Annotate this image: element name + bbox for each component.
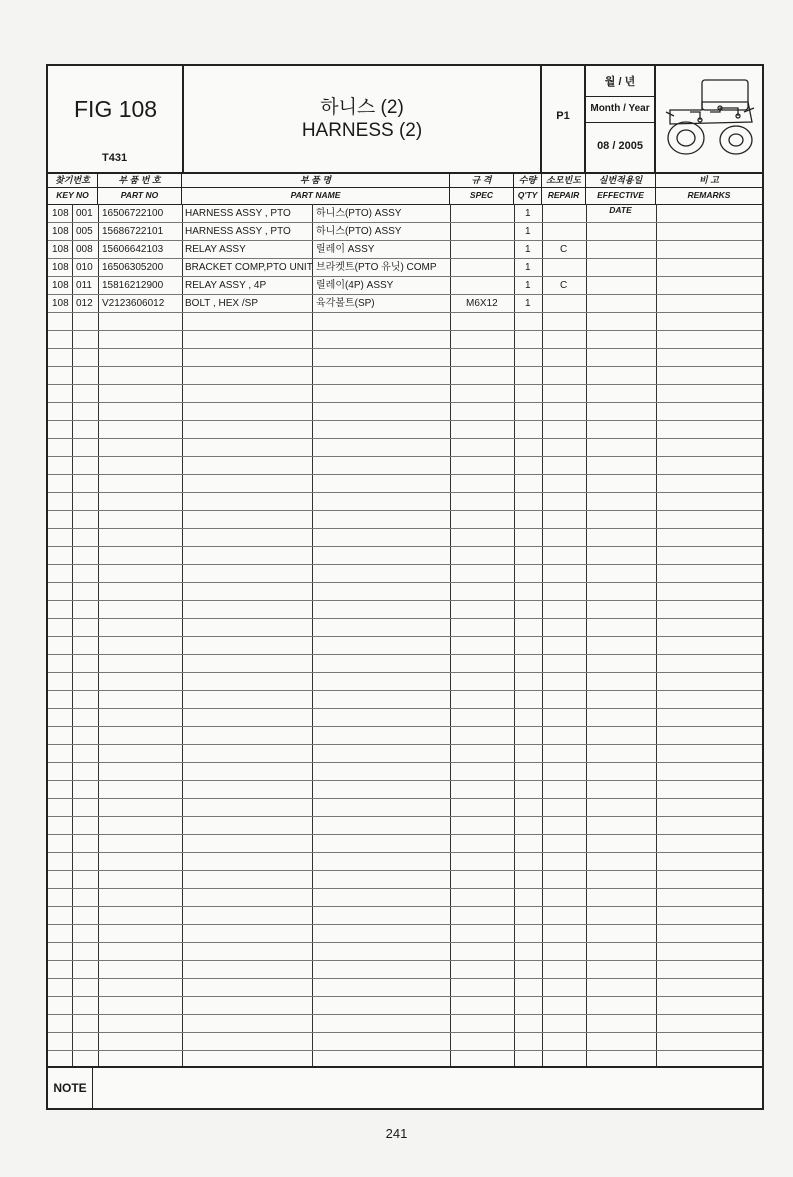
model-code: T431: [102, 152, 128, 164]
table-rule: [48, 510, 762, 511]
table-rule: [48, 942, 762, 943]
table-rule: [48, 330, 762, 331]
table-rule: [48, 636, 762, 637]
table-rule: [48, 798, 762, 799]
table-rule: [48, 582, 762, 583]
table-rule: [48, 456, 762, 457]
table-rule: [48, 834, 762, 835]
table-rule: [48, 852, 762, 853]
table-rule: [48, 474, 762, 475]
table-rule: [48, 996, 762, 997]
tractor-icon: [660, 72, 758, 164]
table-row: 108 012 V2123606012 BOLT , HEX /SP 육각볼트(SP) M6X12 1: [52, 298, 531, 309]
date-label-english: Month / Year: [586, 96, 654, 123]
parts-table: [48, 172, 762, 1066]
title-korean: 하니스 (2): [320, 97, 404, 118]
illustration-cell: [656, 66, 762, 172]
col-part-no: 부 품 번 호 PART NO: [98, 172, 182, 204]
note-box: [48, 1066, 762, 1108]
table-rule: [48, 978, 762, 979]
table-rule: [48, 816, 762, 817]
col-spec: 규 격 SPEC: [450, 172, 514, 204]
figure-number: FIG 108: [74, 96, 158, 122]
table-row: 108 010 16506305200 BRACKET COMP,PTO UNIT 브라켓트(PTO 유닛) COMP 1: [52, 262, 531, 273]
table-rule: [48, 762, 762, 763]
col-key-no: 찾기번호 KEY NO: [48, 172, 98, 204]
table-rule: [48, 564, 762, 565]
figure-cell: [48, 66, 184, 172]
table-rule: [48, 618, 762, 619]
table-rule: [48, 672, 762, 673]
table-rule: [48, 960, 762, 961]
table-rule: [48, 492, 762, 493]
table-rule: [48, 780, 762, 781]
page-code-cell: [542, 66, 586, 172]
table-rule: [48, 726, 762, 727]
col-part-name: 부 품 명 PART NAME: [182, 172, 450, 204]
table-row: 108 001 16506722100 HARNESS ASSY , PTO 하니스(PTO) ASSY 1: [52, 208, 531, 219]
parts-list-sheet: [46, 64, 764, 1110]
table-row: 108 008 15606642103 RELAY ASSY 릴레이 ASSY 1 C: [52, 244, 568, 255]
table-rule: [48, 528, 762, 529]
table-rule: [48, 600, 762, 601]
table-rule: [48, 888, 762, 889]
table-rule: [48, 438, 762, 439]
date-value: 08 / 2005: [597, 140, 643, 152]
col-qty: 수량 Q'TY: [514, 172, 542, 204]
date-cell: [586, 66, 656, 172]
sheet-header: [48, 66, 762, 174]
col-repair: 소모빈도 REPAIR: [542, 172, 586, 204]
table-rule: [48, 366, 762, 367]
table-rule: [48, 906, 762, 907]
col-remarks: 비 고 REMARKS: [656, 172, 762, 204]
table-rule: [48, 1014, 762, 1015]
page-code: P1: [556, 110, 570, 122]
table-rule: [48, 654, 762, 655]
table-rule: [48, 384, 762, 385]
note-label: NOTE: [48, 1068, 93, 1108]
table-rule: [48, 708, 762, 709]
table-row: 108 005 15686722101 HARNESS ASSY , PTO 하니스(PTO) ASSY 1: [52, 226, 531, 237]
page-number: 241: [385, 1126, 408, 1141]
title-cell: [184, 66, 542, 172]
table-rule: [48, 744, 762, 745]
table-rule: [48, 870, 762, 871]
col-effective-date: 실번적용일 EFFECTIVE DATE: [586, 172, 656, 204]
title-english: HARNESS (2): [301, 120, 423, 141]
table-rule: [48, 546, 762, 547]
table-rule: [48, 690, 762, 691]
table-rule: [48, 402, 762, 403]
table-rule: [48, 924, 762, 925]
table-rule: [48, 348, 762, 349]
table-rule: [48, 420, 762, 421]
table-rule: [48, 1050, 762, 1051]
date-label-korean: 월 / 년: [586, 66, 654, 97]
table-rule: [48, 1032, 762, 1033]
table-row: 108 011 15816212900 RELAY ASSY , 4P 릴레이(4P) ASSY 1 C: [52, 280, 568, 291]
